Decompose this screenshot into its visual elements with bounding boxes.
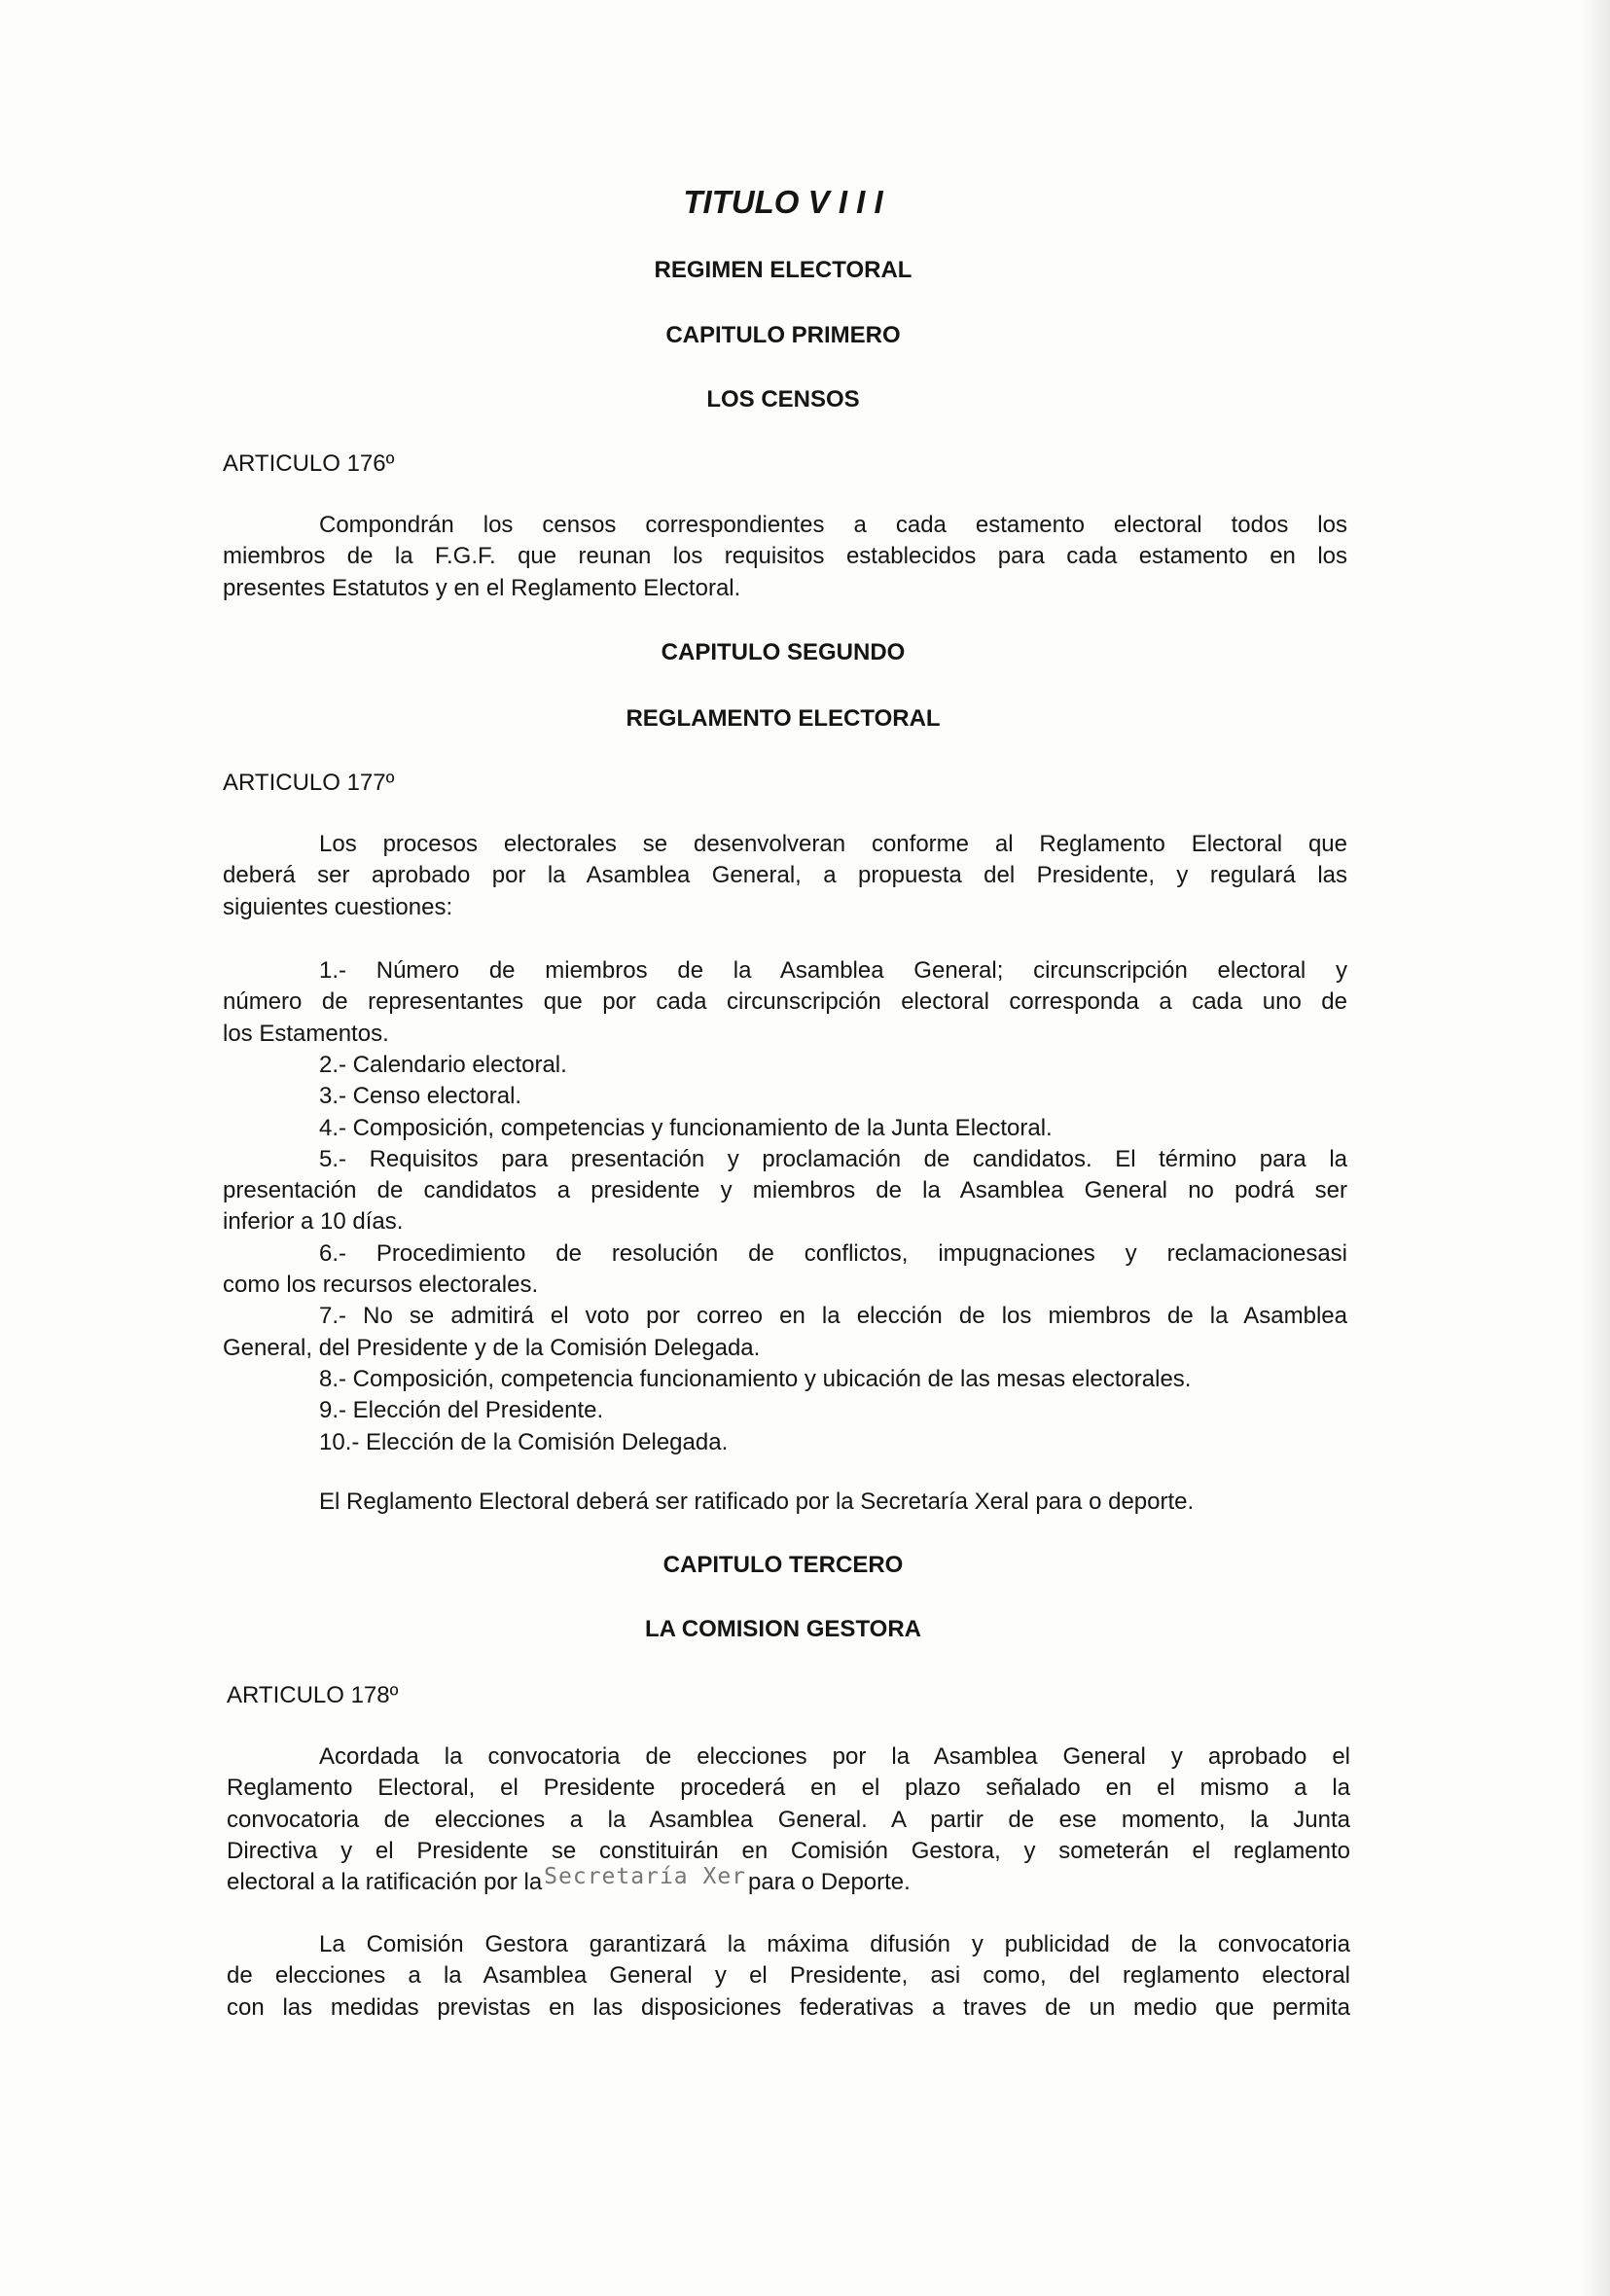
paragraph-line: Acordada la convocatoria de elecciones por la Asamblea General y aprobado el bbox=[319, 1743, 1350, 1770]
article-number: ARTICULO 177º bbox=[223, 770, 395, 796]
paragraph-line: de elecciones a la Asamblea General y el Presidente, asi como, del reglamento electoral bbox=[227, 1962, 1350, 1990]
section-heading: LOS CENSOS bbox=[706, 386, 860, 413]
list-item-line: 7.- No se admitirá el voto por correo en la elección de los miembros de la Asamblea bbox=[319, 1303, 1347, 1330]
list-item-line: 4.- Composición, competencias y funcionamiento de la Junta Electoral. bbox=[319, 1114, 1053, 1141]
list-item-line: 1.- Número de miembros de la Asamblea General; circunscripción electoral y bbox=[319, 957, 1347, 984]
paragraph-line: El Reglamento Electoral deberá ser ratificado por la Secretaría Xeral para o deporte. bbox=[319, 1489, 1195, 1515]
paragraph-text: para o Deporte. bbox=[748, 1869, 911, 1896]
list-item-line: número de representantes que por cada circunscripción electoral corresponda a cada uno de bbox=[223, 988, 1347, 1016]
paragraph-line: siguientes cuestiones: bbox=[223, 893, 453, 920]
paragraph-line: con las medidas previstas en las disposiciones federativas a traves de un medio que permita bbox=[227, 1993, 1350, 2021]
section-heading: CAPITULO SEGUNDO bbox=[661, 639, 906, 665]
list-item-line: 6.- Procedimiento de resolución de conflictos, impugnaciones y reclamacionesasi bbox=[319, 1239, 1347, 1267]
paragraph-line: miembros de la F.G.F. que reunan los requisitos establecidos para cada estamento en los bbox=[223, 543, 1347, 570]
list-item-line: 2.- Calendario electoral. bbox=[319, 1051, 567, 1078]
document-title: TITULO V I I I bbox=[683, 184, 883, 220]
paragraph-text: electoral a la ratificación por la bbox=[227, 1869, 543, 1896]
article-number: ARTICULO 176º bbox=[223, 450, 395, 477]
paragraph-line bbox=[227, 1864, 1350, 1898]
section-heading: CAPITULO TERCERO bbox=[662, 1552, 904, 1578]
paragraph-line: Directiva y el Presidente se constituirán en Comisión Gestora, y someterán el reglamento bbox=[227, 1837, 1350, 1864]
list-item-line: como los recursos electorales. bbox=[223, 1272, 539, 1298]
list-item-line: 3.- Censo electoral. bbox=[319, 1083, 522, 1110]
paragraph-line: La Comisión Gestora garantizará la máxima difusión y publicidad de la convocatoria bbox=[319, 1931, 1350, 1957]
section-heading: LA COMISION GESTORA bbox=[644, 1616, 921, 1642]
list-item-line: 8.- Composición, competencia funcionamiento y ubicación de las mesas electorales. bbox=[319, 1365, 1192, 1392]
list-item-line: los Estamentos. bbox=[223, 1020, 389, 1047]
section-heading: REGLAMENTO ELECTORAL bbox=[626, 705, 941, 732]
list-item-line: 5.- Requisitos para presentación y proclamación de candidatos. El término para la bbox=[319, 1145, 1347, 1172]
paragraph-line: convocatoria de elecciones a la Asamblea General. A partir de ese momento, la Junta bbox=[227, 1806, 1350, 1833]
paragraph-line: Reglamento Electoral, el Presidente procederá en el plazo señalado en el mismo a la bbox=[227, 1775, 1350, 1802]
list-item-line: inferior a 10 días. bbox=[223, 1208, 404, 1236]
list-item-line: 10.- Elección de la Comisión Delegada. bbox=[319, 1428, 729, 1455]
article-number: ARTICULO 178º bbox=[227, 1682, 399, 1708]
list-item-line: General, del Presidente y de la Comisión Delegada. bbox=[223, 1334, 761, 1361]
list-item-line: presentación de candidatos a presidente y miembros de la Asamblea General no podrá ser bbox=[223, 1177, 1347, 1204]
section-heading: REGIMEN ELECTORAL bbox=[654, 257, 912, 283]
section-heading: CAPITULO PRIMERO bbox=[665, 322, 901, 348]
paragraph-line: Compondrán los censos correspondientes a cada estamento electoral todos los bbox=[319, 512, 1347, 538]
paragraph-line: deberá ser aprobado por la Asamblea General, a propuesta del Presidente, y regulará las bbox=[223, 862, 1347, 889]
paragraph-line: Los procesos electorales se desenvolveran conforme al Reglamento Electoral que bbox=[319, 831, 1347, 857]
scan-edge-shadow bbox=[1581, 0, 1610, 2296]
list-item-line: 9.- Elección del Presidente. bbox=[319, 1397, 604, 1424]
secretaria-stamp-text: Secretaría Xer bbox=[544, 1864, 747, 1890]
paragraph-line: presentes Estatutos y en el Reglamento Electoral. bbox=[223, 574, 741, 601]
